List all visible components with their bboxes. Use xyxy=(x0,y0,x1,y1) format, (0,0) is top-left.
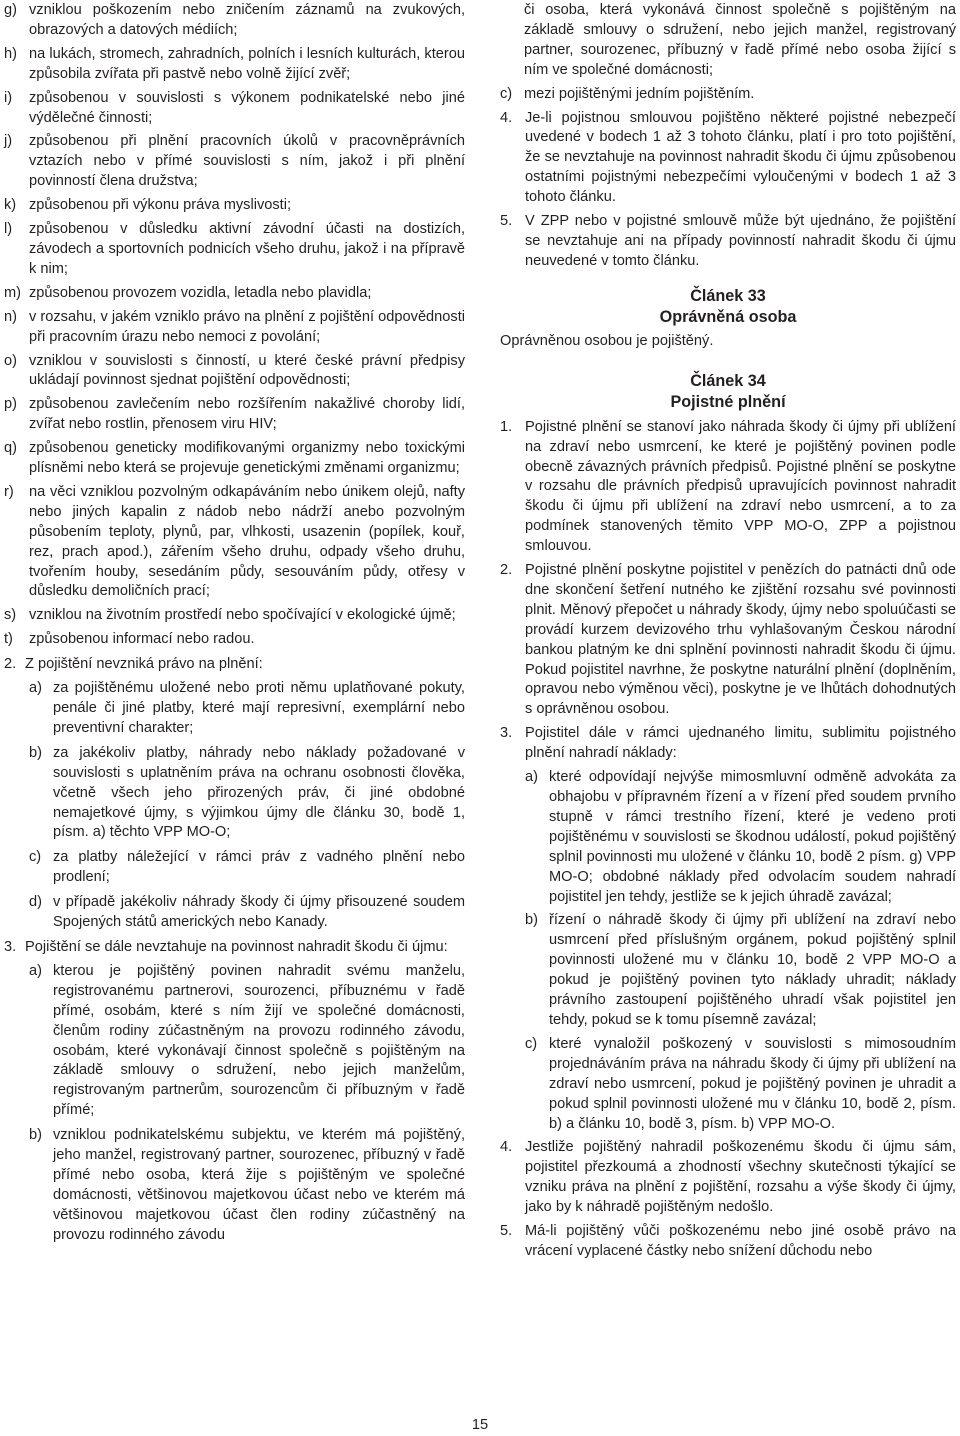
list-marker: g) xyxy=(4,2,17,18)
point-3-sublist xyxy=(4,962,465,1246)
point-text: Jestliže pojištěný nahradil poškozenému škodu či újmu sám, pojistitel přezkoumá a zhodností všechny skutečnosti týkající se vzniku práva na plnění z pojištění, rozsahu a výše škody či újmy, jako by k náhradě pojištěným nedošlo. xyxy=(525,1139,956,1216)
list-marker: b) xyxy=(29,744,42,761)
list-text: v případě jakékoliv náhrady škody či újmy přisouzené soudem Spojených států amerických nebo Kanady. xyxy=(53,894,465,931)
list-marker: t) xyxy=(4,631,13,648)
list-item xyxy=(4,606,465,626)
list-text: které vynaložil poškozený v souvislosti s mimosoudním projednáváním práva na náhradu škody či újmy při ublížení na zdraví nebo usmrcení, pokud je pojištěný povinen je uhradit a pokud splnil povinnosti uložené mu v článku 10, bodě 2, písm. b) a článku 10, bodě 3, písm. b) VPP MO-O. xyxy=(549,1035,956,1132)
list-text: v rozsahu, v jakém vzniklo právo na plnění z pojištění odpovědnosti při pracovním úrazu nebo nemoci z povolání; xyxy=(29,308,465,345)
continuation-text: či osoba, která vykonává činnost společně s pojištěným na základě smlouvy o sdružení, nebo jejich manžel, registrovaný partner, sourozenec, příbuzný v řadě přímé nebo osoba žijící s ním ve společné domácnosti; xyxy=(524,2,956,78)
point-number: 5. xyxy=(500,213,513,230)
list-text: kterou je pojištěný povinen nahradit svému manželu, registrovanému partnerovi, sourozenci, příbuznému v řadě přímé, osobám, které s ním žijí ve společné domácnosti, členům rodiny zúčastněným na provozu rodinného závodu, osobám, které vykonávají činnost společně s pojištěným na základě smlouvy o sdružení, nebo jejich manželům, registrovaným partnerům, sourozencům či příbuzným v řadě přímé; xyxy=(53,962,465,1119)
list-item xyxy=(4,284,465,304)
list-item xyxy=(525,768,956,907)
list-marker: r) xyxy=(4,483,14,500)
list-text: způsobenou v důsledku aktivní závodní účasti na dostizích, závodech a sportovních podnicích všeho druhu, jakož i na přípravě k nim; xyxy=(29,221,465,277)
list-marker: q) xyxy=(4,440,17,457)
list-marker: a) xyxy=(29,962,42,979)
list-text: za platby náležející v rámci práv z vadného plnění nebo prodlení; xyxy=(53,849,465,886)
point-number: 5. xyxy=(500,1223,513,1240)
exclusion-list-g-t xyxy=(4,1,465,650)
list-marker: i) xyxy=(4,89,13,106)
list-marker: s) xyxy=(4,607,17,624)
point-text: Pojistitel dále v rámci ujednaného limitu, sublimitu pojistného plnění nahradí náklady: xyxy=(525,725,956,762)
point-text: Pojistné plnění se stanoví jako náhrada škody či újmy při ublížení na zdraví nebo usmrcení, ke které je pojištěný povinen podle obecně závazných právních předpisů. Pojistné plnění se poskytne v rozsahu dle právních předpisů upravujících povinnost nahradit škodu či újmu při ublížení na zdraví nebo usmrcení, a to za podmínek stanovených těmito VPP MO-O, ZPP a pojistnou smlouvou. xyxy=(525,418,956,555)
numbered-point-5 xyxy=(500,212,956,272)
list-item xyxy=(29,848,465,888)
list-marker: h) xyxy=(4,45,17,62)
list-item xyxy=(4,308,465,348)
list-marker: a) xyxy=(29,680,42,697)
list-item xyxy=(4,132,465,192)
list-text: vzniklou na životním prostředí nebo spočívající v ekologické újmě; xyxy=(29,607,456,624)
list-text: způsobenou v souvislosti s výkonem podnikatelské nebo jiné výdělečné činnosti; xyxy=(29,89,465,126)
right-column xyxy=(500,1,956,1262)
article-34-number: Článek 34 xyxy=(690,371,766,390)
list-text: vzniklou v souvislosti s činností, u které české právní předpisy ukládají povinnost sjednat pojištění odpovědnosti; xyxy=(29,352,465,389)
list-item xyxy=(525,911,956,1030)
list-item xyxy=(525,1035,956,1135)
list-marker: k) xyxy=(4,197,17,214)
point-text: Pojistné plnění poskytne pojistitel v penězích do patnácti dnů ode dne skončení šetření nutného ke zjištění rozsahu své povinnosti plnit. Měnový přepočet u náhrady škody, újmy nebo spoluúčasti se provádí kurzem devizového trhu vyhlašovaným Českou národní bankou platným ke dni splnění povinnosti nahradit škodu či újmu. Pokud pojistitel navrhne, že poskytne naturální plnění (doplněním, opravou nebo výměnou věci), poskytne je ve lhůtách dohodnutých s oprávněnou osobou. xyxy=(525,562,956,718)
point-number: 3. xyxy=(500,725,513,742)
list-item xyxy=(29,962,465,1121)
list-text: vzniklou poškozením nebo zničením záznamů na zvukových, obrazových a datových médiích; xyxy=(29,2,465,38)
point-2-sublist xyxy=(4,679,465,933)
article-34-point-3 xyxy=(500,724,956,764)
list-text: za pojištěnému uložené nebo proti němu uplatňované pokuty, penále či jiné platby, které mají represivní, exemplární nebo preventivní charakter; xyxy=(53,680,465,736)
list-item xyxy=(29,744,465,844)
list-marker: b) xyxy=(29,1127,42,1144)
list-text: způsobenou geneticky modifikovanými organizmy nebo toxickými plísněmi nebo která se projevuje genetickými změnami organizmu; xyxy=(29,440,465,477)
list-item xyxy=(4,45,465,85)
point-text: Je-li pojistnou smlouvou pojištěno některé pojistné nebezpečí uvedené v bodech 1 až 3 tohoto článku, platí i pro toto pojištění, že se nevztahuje na povinnost nahradit škodu či újmu způsobenou ostatními pojistnými nebezpečími vyloučenými v bodech 1 až 3 tohoto článku. xyxy=(525,109,956,206)
left-column xyxy=(4,1,465,1246)
article-34-point-2 xyxy=(500,561,956,720)
article-34-point-5 xyxy=(500,1222,956,1262)
list-item xyxy=(4,395,465,435)
article-34-point-4 xyxy=(500,1138,956,1218)
list-text: vzniklou podnikatelskému subjektu, ve kterém má pojištěný, jeho manžel, registrovaný partner, sourozenec, příbuzný v řadě přímé nebo osoba, která žije s pojištěným ve společné domácnosti, většinovou majetkovou účast nebo ve kterém má většinovou majetkovou účast člen rodiny zúčastněný na provozu rodinného závodu xyxy=(53,1127,465,1243)
numbered-point-4 xyxy=(500,109,956,209)
list-marker: l) xyxy=(4,221,13,238)
point-number: 4. xyxy=(500,109,513,126)
point-text: Má-li pojištěný vůči poškozenému nebo jiné osobě právo na vrácení vyplacené částky nebo snížení důchodu nebo xyxy=(525,1223,956,1259)
point-text: Z pojištění nevzniká právo na plnění: xyxy=(25,656,263,673)
point-text: V ZPP nebo v pojistné smlouvě může být ujednáno, že pojištění se nevztahuje ani na případy povinností nahradit škodu či újmu neuvedené v tomto článku. xyxy=(525,213,956,269)
point-number: 2. xyxy=(4,656,17,673)
article-33-number: Článek 33 xyxy=(690,286,766,305)
list-marker: c) xyxy=(29,849,42,866)
list-marker: o) xyxy=(4,352,17,369)
list-text: způsobenou zavlečením nebo rozšířením nakažlivé choroby lidí, zvířat nebo rostlin, přenosem viru HIV; xyxy=(29,396,465,433)
numbered-point-2 xyxy=(4,655,465,675)
list-item xyxy=(4,220,465,280)
list-marker: n) xyxy=(4,308,17,325)
article-34-title: Pojistné plnění xyxy=(670,393,786,412)
point-number: 4. xyxy=(500,1139,513,1156)
list-item xyxy=(4,1,465,41)
list-text: řízení o náhradě škody či újmy při ublížení na zdraví nebo usmrcení před příslušným orgánem, pokud pojištěný splnil povinnosti uložené mu v článku 10, bodě 2 VPP MO-O a pokud je pojištěný povinen tyto náklady uhradit; náklady právního zastoupení pojištěného uhradí však pojistitel jen tehdy, pokud se k tomu písemně zavázal; xyxy=(549,912,956,1028)
list-item xyxy=(29,679,465,739)
list-marker: b) xyxy=(525,912,538,929)
numbered-point-3 xyxy=(4,938,465,958)
list-marker: p) xyxy=(4,396,17,413)
list-marker: c) xyxy=(500,85,513,102)
list-text: na věci vzniklou pozvolným odkapáváním nebo únikem olejů, nafty nebo jiných kapalin z nádob nebo nádrží anebo pozvolným působením teploty, plynů, par, vlhkosti, usazenin (popílek, kouř, rez, prach apod.), zářením všeho druhu, odpady všeho druhu, tvořením houby, sesedáním půdy, sesouváním půdy, otřesy v důsledku demoličních prací; xyxy=(29,483,465,600)
article-34-point-1 xyxy=(500,418,956,557)
point-number: 1. xyxy=(500,418,513,435)
article-33-text: Oprávněnou osobou je pojištěný. xyxy=(500,332,714,349)
list-marker: j) xyxy=(4,133,13,150)
list-marker: d) xyxy=(29,894,42,911)
list-marker: c) xyxy=(525,1035,538,1052)
list-text: za jakékoliv platby, náhrady nebo náklady požadované v souvislosti s uplatněním práva na ochranu osobnosti člověka, včetně všech jeho přirozených práv, či jiné obdobné nemajetkové újmy, s výjimkou újmy dle článku 30, bodě 1, písm. a) těchto VPP MO-O; xyxy=(53,744,465,841)
point-number: 3. xyxy=(4,938,17,955)
list-item xyxy=(4,352,465,392)
list-item xyxy=(500,85,956,105)
list-item xyxy=(29,1126,465,1245)
list-text: na lukách, stromech, zahradních, polních i lesních kulturách, kterou způsobila zvířata při pastvě nebo volně žijící zvěř; xyxy=(29,45,465,82)
list-item xyxy=(4,196,465,216)
list-text: způsobenou provozem vozidla, letadla nebo plavidla; xyxy=(29,284,372,301)
point-text: Pojištění se dále nevztahuje na povinnost nahradit škodu či újmu: xyxy=(25,938,448,955)
article-34-point-3-sublist xyxy=(500,768,956,1134)
list-marker: m) xyxy=(4,284,22,301)
list-item xyxy=(4,630,465,650)
list-text: způsobenou při plnění pracovních úkolů v pracovněprávních vztazích nebo v přímé souvislosti s ním, jakož i při plnění povinností člena družstva; xyxy=(29,133,465,190)
list-text: způsobenou při výkonu práva myslivosti; xyxy=(29,197,292,214)
point-number: 2. xyxy=(500,562,513,579)
list-item xyxy=(4,483,465,602)
article-33-title: Oprávněná osoba xyxy=(659,308,797,327)
list-item xyxy=(29,893,465,933)
list-item xyxy=(4,89,465,129)
list-item xyxy=(4,439,465,479)
list-text: způsobenou informací nebo radou. xyxy=(29,631,255,648)
list-text: které odpovídají nejvýše mimosmluvní odměně advokáta za obhajobu v přípravném řízení a v řízení před soudem prvního stupně v rámci trestního řízení, které je vedeno proti pojištěnému v souvislosti se škodnou událostí, pokud pojištěný splnil povinnosti mu uložené v článku 10, bodě 2 písm. g) VPP MO-O; obdobné náklady před odvolacím soudem nahradí pojistitel jen tehdy, jestliže se k jejich úhradě zavázal; xyxy=(549,769,956,905)
page-number: 15 xyxy=(471,1417,489,1433)
list-text: mezi pojištěnými jedním pojištěním. xyxy=(524,85,755,102)
list-marker: a) xyxy=(525,769,538,786)
